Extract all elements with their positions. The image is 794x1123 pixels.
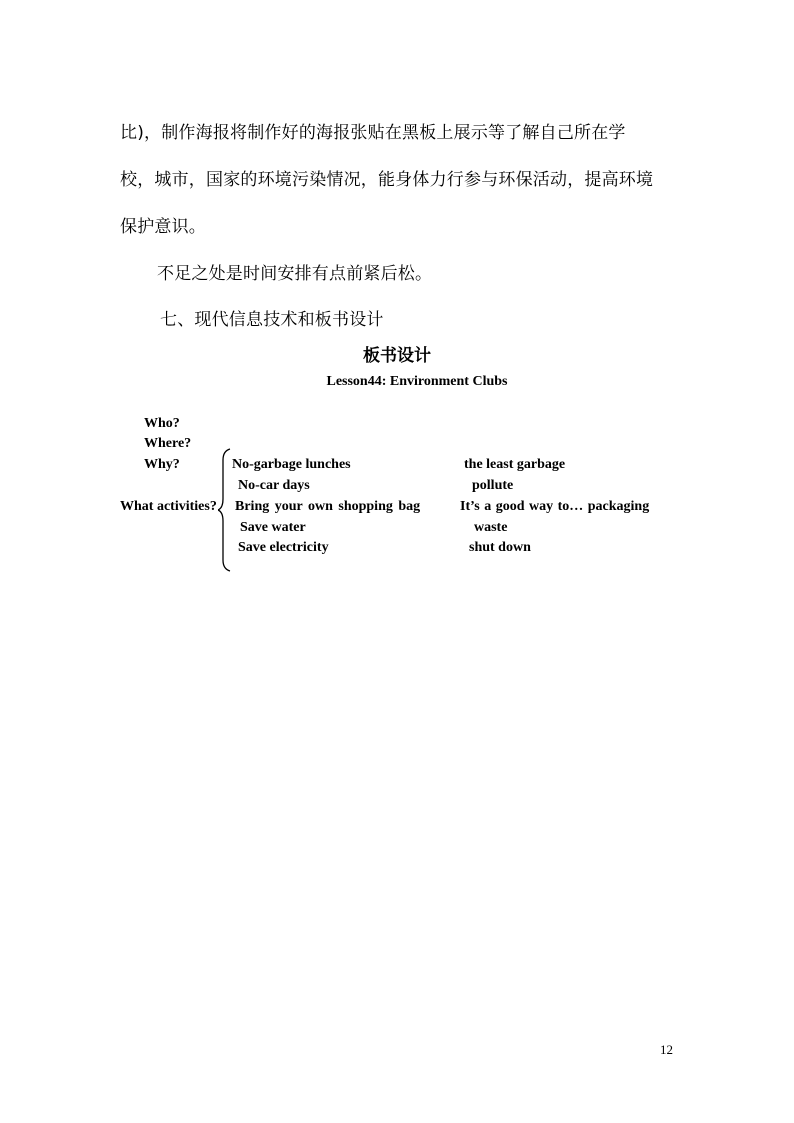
paragraph-line-4: 不足之处是时间安排有点前紧后松。 — [157, 264, 433, 284]
board-title: 板书设计 — [363, 346, 431, 366]
question-who: Who? — [144, 416, 180, 431]
question-where: Where? — [144, 436, 192, 451]
phrase-item: waste — [474, 520, 508, 535]
section-heading: 七、现代信息技术和板书设计 — [160, 310, 384, 330]
question-why: Why? — [144, 457, 180, 472]
phrase-item: It’s a good way to… packaging — [460, 499, 650, 514]
question-what-activities: What activities? — [120, 499, 217, 514]
phrase-item: shut down — [469, 540, 531, 555]
activity-item: Bring your own shopping bag — [235, 499, 421, 514]
activity-item: Save water — [240, 520, 306, 535]
paragraph-line-2: 校，城市，国家的环境污染情况，能身体力行参与环保活动，提高环境 — [120, 170, 654, 190]
phrase-item: the least garbage — [464, 457, 566, 472]
paragraph-line-3: 保护意识。 — [120, 217, 206, 237]
lesson-title: Lesson44: Environment Clubs — [326, 374, 508, 389]
phrase-item: pollute — [472, 478, 514, 493]
activity-item: No-garbage lunches — [232, 457, 351, 472]
activity-item: Save electricity — [238, 540, 329, 555]
paragraph-line-1: 比)，制作海报将制作好的海报张贴在黑板上展示等了解自己所在学 — [120, 123, 626, 143]
page-number: 12 — [660, 1042, 673, 1057]
activity-item: No-car days — [238, 478, 310, 493]
